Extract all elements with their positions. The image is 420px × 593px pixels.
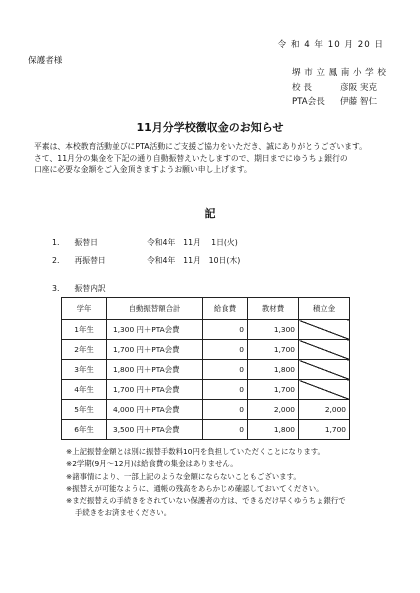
cell-materials: 1,800: [248, 420, 299, 440]
item-number: 2.: [52, 256, 60, 265]
cell-total: 1,700 円＋PTA会費: [107, 380, 203, 400]
breakdown-item: [52, 283, 144, 294]
cell-grade: 5年生: [62, 400, 107, 420]
cell-lunch: 0: [203, 320, 248, 340]
body-text: [34, 141, 367, 176]
item-label: 振替内訳: [74, 284, 106, 293]
cell-savings-empty: [299, 380, 350, 400]
cell-savings-empty: [299, 360, 350, 380]
item-number: 1.: [52, 238, 60, 247]
cell-total: 1,300 円＋PTA会費: [107, 320, 203, 340]
item-value: 令和4年 11月 10日(木): [146, 256, 241, 265]
table-row: [62, 340, 350, 360]
document-title: 11月分学校徴収金のお知らせ: [136, 121, 284, 134]
cell-grade: 3年生: [62, 360, 107, 380]
table-header-row: [62, 298, 350, 320]
cell-savings: 2,000: [299, 400, 350, 420]
note-line: 手続きをお済ませください。: [75, 508, 172, 518]
note-line: ※まだ振替えの手続きをされていない保護者の方は、できるだけ早くゆうちょ銀行で: [66, 496, 346, 506]
retransfer-date-item: [52, 255, 240, 266]
pta-role: PTA会長: [292, 97, 325, 107]
cell-grade: 1年生: [62, 320, 107, 340]
item-number: 3.: [52, 284, 60, 293]
cell-materials: 1,700: [248, 380, 299, 400]
fee-table: [61, 297, 350, 440]
item-label: 再振替日: [74, 256, 106, 265]
header-grade: 学年: [62, 298, 107, 320]
cell-lunch: 0: [203, 340, 248, 360]
cell-grade: 4年生: [62, 380, 107, 400]
cell-materials: 2,000: [248, 400, 299, 420]
cell-savings-empty: [299, 340, 350, 360]
principal-line: [292, 81, 390, 96]
table-row: [62, 360, 350, 380]
note-line: ※振替えが可能なように、通帳の残高をあらかじめ確認しておいてください。: [66, 483, 324, 493]
notes-block: [66, 446, 346, 520]
header-savings: 積立金: [299, 298, 350, 320]
cell-total: 1,800 円＋PTA会費: [107, 360, 203, 380]
cell-total: 3,500 円＋PTA会費: [107, 420, 203, 440]
note-line: ※上記振替金額とは別に振替手数料10円を負担していただくことになります。: [66, 447, 325, 456]
cell-lunch: 0: [203, 420, 248, 440]
table-row: [62, 400, 350, 420]
table-row: [62, 420, 350, 440]
table-row: [62, 320, 350, 340]
header-lunch: 給食費: [203, 298, 248, 320]
principal-name: 彦阪 実克: [340, 82, 378, 93]
header-total: 自動振替額合計: [107, 298, 203, 320]
cell-materials: 1,700: [248, 340, 299, 360]
cell-grade: 2年生: [62, 340, 107, 360]
cell-materials: 1,800: [248, 360, 299, 380]
sender-block: [292, 66, 390, 110]
cell-total: 4,000 円＋PTA会費: [107, 400, 203, 420]
cell-savings-empty: [299, 320, 350, 340]
cell-grade: 6年生: [62, 420, 107, 440]
pta-line: [292, 95, 390, 110]
header-materials: 教材費: [248, 298, 299, 320]
principal-role: 校 長: [292, 82, 312, 93]
body-line: 平素は、本校教育活動並びにPTA活動にご支援ご協力をいただき、誠にありがとうございます。: [34, 142, 367, 151]
note-line: ※諸事情により、一部上記のような金額にならないこともございます。: [66, 471, 301, 481]
body-line: さて、11月分の集金を下記の通り自動振替えいたしますので、期日までにゆうちょ銀行の: [34, 153, 348, 163]
cell-lunch: 0: [203, 360, 248, 380]
ki-heading: 記: [204, 207, 216, 220]
cell-savings: 1,700: [299, 420, 350, 440]
cell-materials: 1,300: [248, 320, 299, 340]
recipient: 保護者様: [28, 56, 63, 66]
cell-lunch: 0: [203, 380, 248, 400]
note-line: ※2学期(9月～12月)は給食費の集金はありません。: [66, 459, 238, 469]
pta-name: 伊藤 智仁: [340, 97, 378, 107]
cell-total: 1,700 円＋PTA会費: [107, 340, 203, 360]
issue-date: 令 和 4 年 10 月 20 日: [277, 40, 384, 50]
cell-lunch: 0: [203, 400, 248, 420]
school-name: 堺市立鳳南小学校: [292, 68, 390, 78]
body-line: 口座に必要な金額をご入金頂きますようお願い申し上げます。: [34, 165, 252, 174]
item-value: 令和4年 11月 1日(火): [146, 238, 238, 247]
table-row: [62, 380, 350, 400]
item-label: 振替日: [74, 238, 98, 247]
transfer-date-item: [52, 237, 238, 248]
